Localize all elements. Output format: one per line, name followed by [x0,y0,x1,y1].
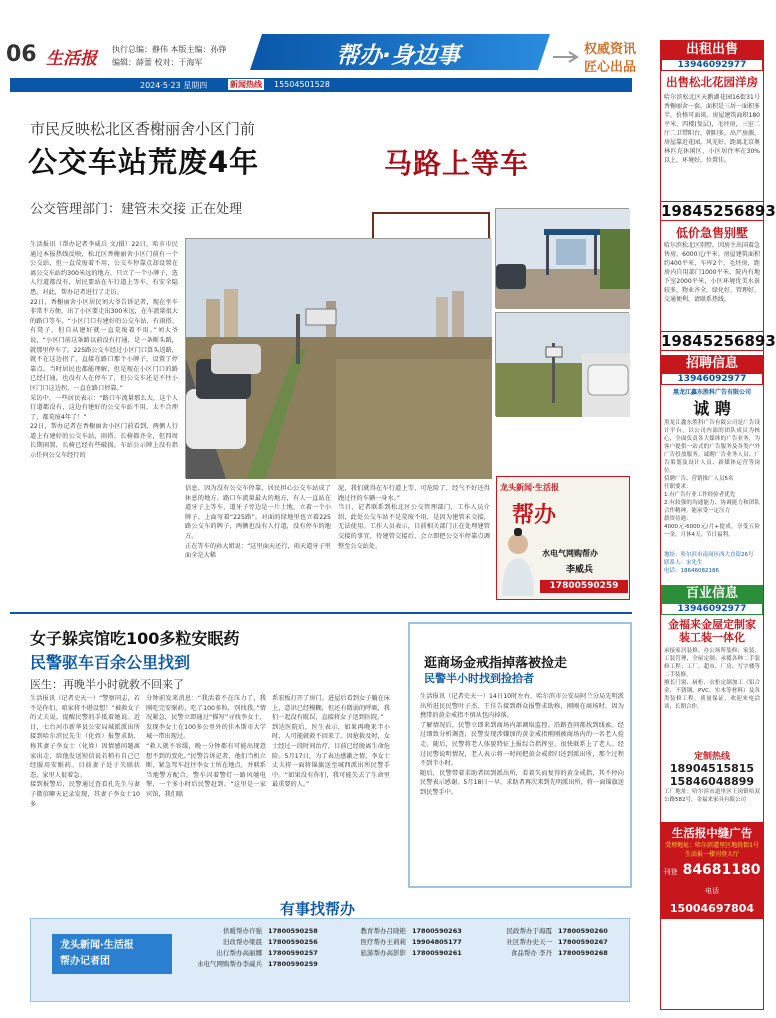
lead-column-2: 信息。因为没有公交车停靠，居民担心公交车站成了休息的地方。路口车流量最大的地方，有人一直站在道牙子上等车，道牙子旁边是一片土地，立着一个小牌子，上面写着“225路”。对面的绿地里也立着225路公交车的牌子，两侧也没有人行道，没有停车的地方。 正在等车的孙大姐说：“这里面天还行，雨天道牙子里面全是大稀 [185,485,331,560]
masthead [0,0,660,78]
rent-body: 哈尔滨松北区天鹅湖花园16街31号香榭丽舍一套，面积是三居一面积多半，价格可面谈。房屋建筑面积180平米，四楼(复层)，毛坯房，三室二厅二卫带阳台，朝阳多，出产房源。房屋靠近花园，风光好，距离北京奥林匹克休闲区，小区居住率在30%以上，环境好，位置佳。 [664,94,761,164]
help-row [178,926,628,937]
help-cell: 旅游帮办高影影 [360,949,406,957]
helper-phone: 17800590259 [540,580,628,593]
help-row [178,948,628,959]
footer-addr: 受理地址：哈尔滨道里区地段街1号生活报一楼刊登大厅 [665,842,759,858]
section-banner-text: 帮办·身边事 [336,43,460,69]
helper-ad-text: 水电气网购帮办 [542,549,598,558]
slogan-2: 匠心出品 [584,60,637,75]
help-cell: 民政帮办于海霞 [506,927,552,935]
biz-phone: 13946092977 [661,603,763,615]
help-title: 有事找帮办 [280,900,356,918]
footer-tel: 84681180 [682,862,761,878]
help-cell: 17800590257 [268,949,318,957]
hotline-number: 15504501528 [274,80,330,89]
help-cell: 食品帮办 李丹 [510,949,552,957]
help-cell: 社区帮办史天一 [506,938,552,946]
help-cell: 17800590263 [412,927,462,935]
decor-bracket [372,212,490,238]
s2-column-3: 系宏板打开了房门。进屋后看到女子躺在床上，意识已经模糊，但还有微弱的呼吸，我们一起没有耽误，直接将女子送到医院。” 到达医院后，医生表示，如果再晚来半小时，人可能就救不回来了。因抢救及时，女士经过一段时间治疗，目前已经脱离生命危险。5月17日，为了表达感激之情，李女士丈夫将一面将锦旗送至城西派出所民警手中。“如果没有你们，我可能失去了生命里最重要的人。” [272,695,390,789]
divider [10,612,632,614]
help-cell: 出行帮办高丽娜 [216,949,262,957]
roadside-sign-photo [495,312,629,416]
footer-big: 生活报中缝广告 [671,826,753,840]
hire-phone: 13946092977 [661,373,763,385]
s3-body: 生活报讯（记者史天一）14日10时左右，哈尔滨市公安局阿兰分局先明派出所进民民警叶子杰、王佳告接到群众报警求助称，刚刚在商场时，因为携带的黄金戒指不慎从包内掉落。 了解情况后，民警立即来到商场内部调取监控、沿路查问都找到线索。经过细致分析调查，民警发现涉嫌加的黄金戒指刚刚被商场内的一名老人捡走。随后，民警将老人体貌特征上报综合指挥室，很快联系上了老人。经过民警说明情况，老人表示将一时间把黄金戒指归还到派出所，那个过程不到半小时。 随后，民警带着求助者回到派出所，看着失而复得的黄金戒指，其不停向民警表示感谢。5月18日一早，求助者再次来到先明派出所，将一面锦旗送到民警手中。 [420,693,624,796]
biz-addr: 工厂地址：哈尔滨市道里区王岗镇哈双公路582号，金福来家具有限公司 [664,789,760,803]
rent-tel: 19845256893 [661,202,776,220]
help-cell: 17800590259 [268,960,318,968]
page-number: 06 [6,42,37,67]
hire-title: 招聘信息 [661,355,763,373]
help-cell: 医疗帮办王莉莉 [360,938,406,946]
s2-column-2: 分钟前发来消息：“我活着不在压力了，我刚吃完安眠药，吃了100多粒，别找我。”情况紧急，民警立即通过“描写”寻找李女士，发现李女士在100多公里外的佳木斯市大学城一带出现过。 “救人就不容缓，晚一分钟都有可能出现意想不到的变化。”民警告诉记者，他们当机立断，紧急驾车赶往李女士所在地点，并联系当地警方配合。警车闪着警灯一路风驰电掣，一个多小时后民警赶到。“这里是一家宾馆，我们联 [146,695,266,798]
help-cell: 供暖帮办许强 [223,927,262,935]
helper-person: 李威兵 [566,565,594,575]
hire-addr: 地址：哈尔滨市南岗区西大直街26号 联系人：宋先生 电话：18646082186 [664,552,754,574]
date-text: 2024·5·23 星期四 [140,81,208,90]
footer-tel2: 15004697804 [669,902,755,915]
s2-title2: 民警驱车百余公里找到 [30,653,191,672]
slogan-1: 权威资讯 [584,42,637,57]
biz-tel-2: 15846048899 [669,775,755,788]
help-cell: 17800590268 [558,949,608,957]
lead-headline-b: 马路上等车 [384,147,530,180]
helper-portrait [498,526,538,596]
biz-tel-1: 18904515815 [669,762,755,775]
lead-headline-a: 公交车站荒废4年 [28,145,260,179]
rent-headline: 出售松北花园洋房 [666,75,758,89]
s3-title: 逛商场金戒指掉落被捡走 [424,656,568,671]
footer-tel2-row [663,878,761,916]
lead-column-1: 生活报讯（帮办记者李威兵 文/摄）22日，哈市市民通过本报热线反映，松北区香榭丽舍小区门前有一个公交站，但一直荒废着不用，公交车停靠点却设置在离公交车站约300米远的地方，只立了一个小牌子，选人行道都没有，居民要站在车行道上等车，有安全隐患。对此，帮办记者进行了走访。 22日，香榭丽舍小区居民刘大爷告诉记者，现在坐车非常不方便，出了小区要走出300米远，在车流量很大的路口等车。“小区门口有建好的公交车站，有雨搭、有凳子，但自从建好就一直荒废着不用。”刘大爷说，“小区门前这条路以前没有打通，是一条断头路，就那里停车了。225路公交车经过小区门口算头返路，就不在这边拐了，直接在路口那个小牌子，设置了停靠点。当时居民也都能理解，但是现在小区门口的路已经打通，也没有人在停车了，但公交车还是不往小区门口这边拐，一直在路口停靠。” 采访中，一些居民表示：“路口车流量那么大，这个人行道都没有，这边有建好的公交车站不用，太不合理了，都荒废4年了！” 22日，帮办记者在香榭丽舍小区门前看到，两侧人行道上有建好的公交车站，雨搭、长椅都齐全，但四周长期闲置，长椅已经有些破损。车站公示牌上没有指示任何公交车经行的 [30,241,178,460]
arrow-icon [553,47,581,57]
help-table [178,926,628,970]
low-tel: 19845256893 [661,332,776,350]
help-cell: 旧改帮办梁晨 [223,938,262,946]
help-row [178,959,628,970]
s2-column-1: 生活报讯（记者史天一）“警察同志，若不是你们，咱家将不堪设想！”被救女子的丈夫说，提醒民警的手抵着她说。近日，七台河市新华县公安局城派派出所接到哈尔滨民先生（化姓）报警求助，称其妻子李女士（化姓）因情感问题离家出走，给他发送短信说若稍有自己已经服用安眠药。目前妻子处于失联状态，家里人很着急。 接到报警后，民警通过查看孔先生与妻子微信聊天记录发现，其妻子李女士10多 [30,695,140,808]
classified-column [660,40,776,1010]
help-team: 龙头新闻·生活报 帮办记者团 [52,934,172,974]
help-cell: 17800590261 [412,949,462,957]
help-cell: 水电气网购帮办李威兵 [197,960,262,968]
biz-body: 承接家居装修、办公场所装修；家装、工装管理，全屋定制；承揽各种二手装修工程；工厂、超市、厂房、写字楼等二手装修。 擅长门窗、厨柜、衣柜定制加工（铝合金、不锈钢、PVC、实木等材料）及各类装修工程，质量保证，欢迎来电洽谈，长期合作。 [664,648,760,710]
helper-logo-line: 龙头新闻·生活报 [500,483,560,492]
biz-head: 金福来金屋定制家装工装一体化 [668,618,756,644]
lead-subhead: 公交管理部门：建管未交接 正在处理 [30,202,243,217]
hire-body: 黑龙江鑫东胜科广告有限公司是广告设计平台，以公司内部的团队成员为核心，全面负责各大媒体的广告业务，为客户提供一站式的广告服务及各类户外广告投放服务。诚聘广告业务人员、广告策划及设计人员、新媒体运营等岗位。 招聘广告、营销推广人员5名 任职要求： 1.有广告行业工作经验者优先 2.有较强的沟通能力、协调能力和团队合作精神，能承受一定压力 薪资待遇： 4000元-6000元/月+提成，享受五险一金，月休4天，节日福利。 [664,420,760,538]
low-title: 低价急售别墅 [675,226,748,240]
help-cell: 17800590256 [268,938,318,946]
biz-tel-label: 定制热线 [693,752,730,762]
helper-logo-big: 帮办 [512,503,557,528]
paper-name: 生活报 [46,49,97,69]
rent-title: 出租出售 [661,41,763,59]
bus-shelter-photo [495,208,629,308]
footer-tel-row [663,859,761,878]
help-cell: 17800590260 [558,927,608,935]
hire-company: 黑龙江鑫东胜科广告有限公司 [672,389,751,396]
biz-title: 百业信息 [661,585,763,603]
footer-tel2-label: 电话 [705,887,719,895]
bus-stop-photo-main [185,238,491,478]
low-body: 哈尔滨松北区别墅，因房主出国着急售房，6000元/平米。房屋建筑面积约400平米，车库2个，毛坯房，距房内自用部门1000平米，院内有地下室2000平米，小区环境优美水景较多，物业齐全，绿化好，管理好，交通便利，请联系热线。 [664,242,761,303]
s2-subhead: 医生：再晚半小时就救不回来了 [30,678,184,691]
lead-column-3: 泥，我们就得在车行道上等，可危险了，经气不好还得跑过往的车辆一身水。” 当日，记者联系到松北区公交管理部门，工作人员介绍，此处公交车站不是荒废不用，是因为建管未交接，无法使用。工作人员表示，目前相关部门正在处理建管交接的事宜，待建管交接后，会立即把公交车停靠点调整至公交站处。 [338,485,490,550]
rent-phone: 13946092977 [661,59,763,71]
hire-big: 诚 聘 [693,399,731,418]
footer-tel-label: 刊登 [663,868,678,876]
footer-ad [661,822,763,919]
help-row [178,937,628,948]
staff-line-2: 编辑：薛蕾 校对：于海军 [112,58,203,67]
lead-kicker: 市民反映松北区香榭丽舍小区门前 [30,120,256,138]
help-cell: 17800590267 [558,938,608,946]
help-cell: 19904805177 [412,938,462,946]
help-cell: 教育帮办吕晓艳 [360,927,406,935]
s3-title2: 民警半小时找到捡拾者 [424,672,534,685]
hotline-label: 新闻热线 [230,80,262,89]
staff-line-1: 执行总编：静伟 本版主编：孙铮 [112,45,227,54]
help-cell: 17800590258 [268,927,318,935]
s2-title: 女子躲宾馆吃100多粒安眠药 [30,629,240,648]
